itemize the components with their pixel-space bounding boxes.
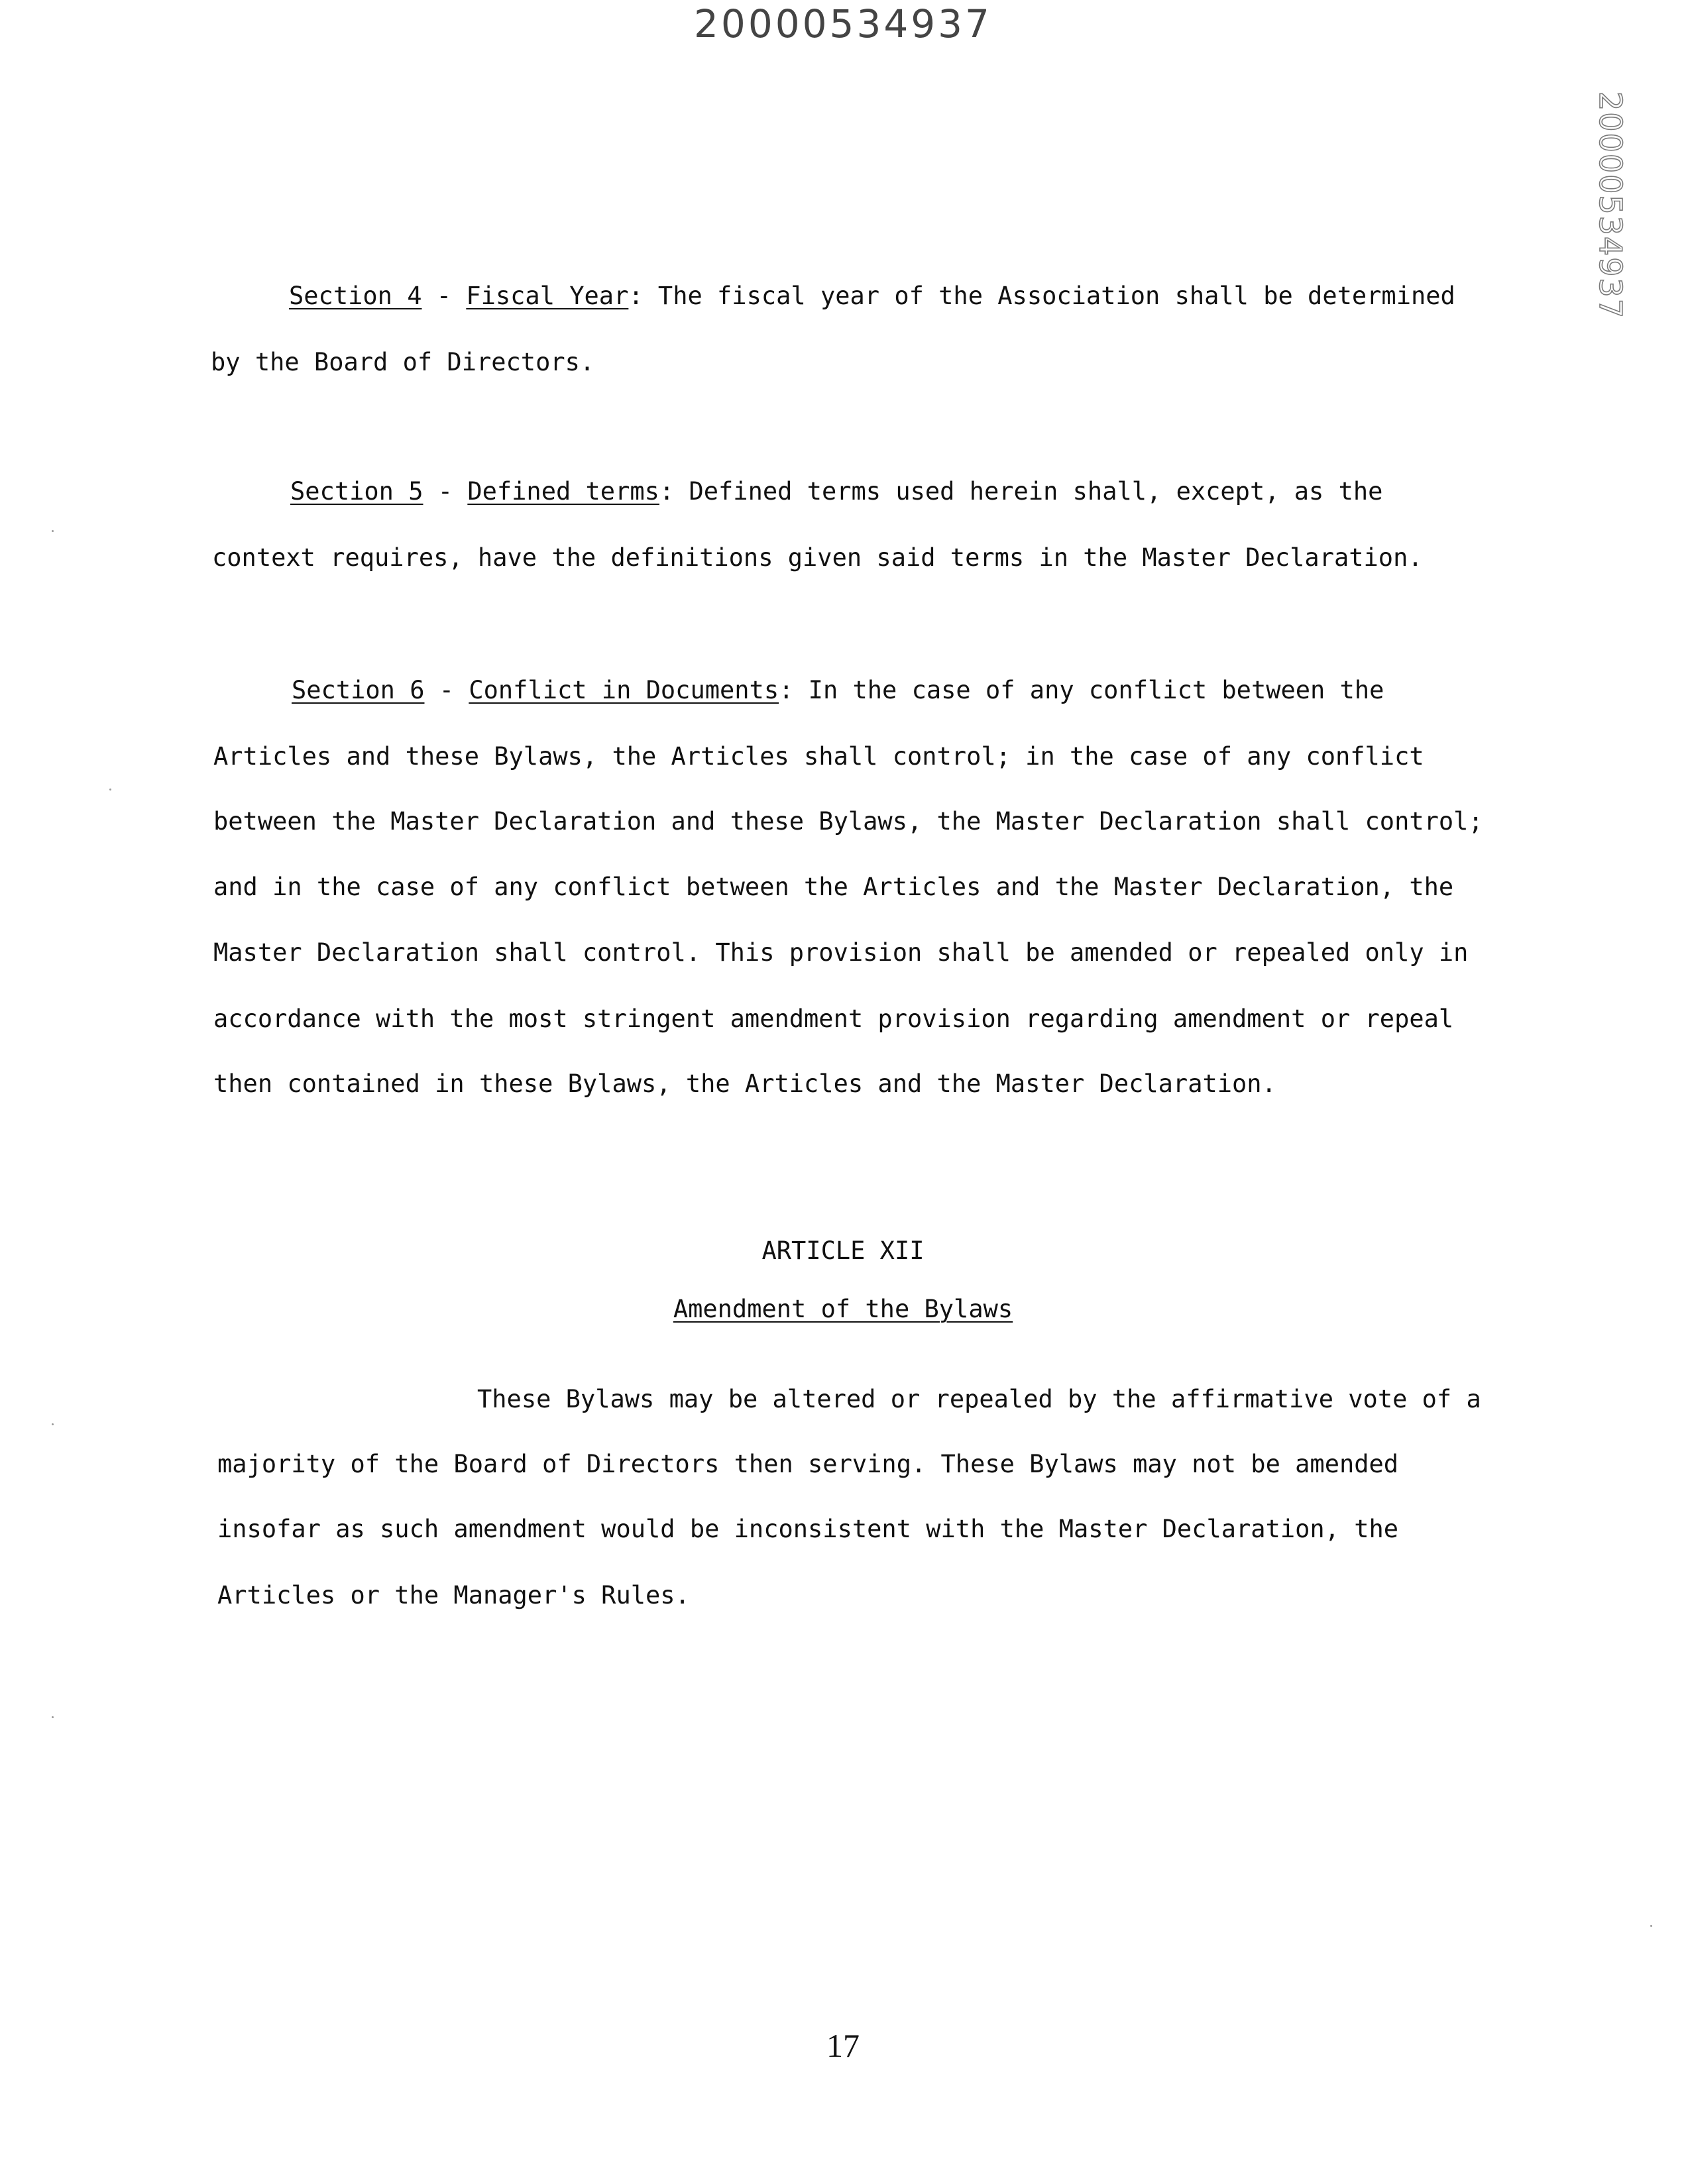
- article-line: Articles or the Manager's Rules.: [217, 1581, 690, 1610]
- section-title: Fiscal Year: [466, 282, 629, 310]
- section-label: Section 4: [289, 282, 422, 310]
- section-text: The fiscal year of the Association shall be determined: [643, 282, 1455, 310]
- article-line: These Bylaws may be altered or repealed by the affirmative vote of a: [477, 1385, 1481, 1413]
- section-6-line: between the Master Declaration and these Bylaws, the Master Declaration shall control;: [213, 807, 1483, 836]
- scan-speck: [1650, 1925, 1652, 1927]
- article-subheading: [0, 1295, 1686, 1323]
- section-4-first-line: [289, 282, 1455, 310]
- article-heading: ARTICLE XII: [761, 1236, 925, 1265]
- section-6-line: Articles and these Bylaws, the Articles shall control; in the case of any conflict: [213, 742, 1424, 771]
- section-colon: :: [779, 676, 794, 704]
- section-5-first-line: [290, 477, 1382, 506]
- section-5-line: context requires, have the definitions given said terms in the Master Declaration.: [212, 543, 1423, 572]
- scan-speck: [109, 789, 111, 791]
- scan-speck: [52, 1716, 54, 1718]
- scan-speck: [52, 530, 54, 532]
- page-number: 17: [826, 2027, 860, 2064]
- document-number: 20000534937: [694, 1, 992, 46]
- section-title: Defined terms: [467, 477, 659, 506]
- section-separator: -: [424, 676, 469, 704]
- section-separator: -: [422, 282, 467, 310]
- section-title: Conflict in Documents: [469, 676, 779, 704]
- section-6-line: Master Declaration shall control. This provision shall be amended or repealed only in: [213, 938, 1469, 967]
- section-text: In the case of any conflict between the: [793, 676, 1384, 704]
- section-label: Section 5: [290, 477, 423, 506]
- section-separator: -: [423, 477, 468, 506]
- article-subheading-text: Amendment of the Bylaws: [673, 1295, 1013, 1323]
- side-stamp: [1591, 91, 1630, 319]
- section-6-line: and in the case of any conflict between the Articles and the Master Declaration, the: [213, 873, 1454, 901]
- section-6-first-line: [292, 676, 1384, 704]
- section-text: Defined terms used herein shall, except, as the: [674, 477, 1383, 506]
- section-colon: :: [628, 282, 644, 310]
- section-4-line: by the Board of Directors.: [211, 348, 595, 376]
- section-6-line: accordance with the most stringent amendment provision regarding amendment or repeal: [213, 1005, 1454, 1033]
- section-colon: :: [659, 477, 675, 506]
- article-line: insofar as such amendment would be inconsistent with the Master Declaration, the: [217, 1515, 1399, 1543]
- side-stamp-text: 20000534937: [1593, 91, 1628, 319]
- section-label: Section 6: [292, 676, 425, 704]
- scan-speck: [52, 1423, 54, 1425]
- section-6-line: then contained in these Bylaws, the Articles and the Master Declaration.: [213, 1069, 1276, 1098]
- article-line: majority of the Board of Directors then serving. These Bylaws may not be amended: [217, 1450, 1399, 1478]
